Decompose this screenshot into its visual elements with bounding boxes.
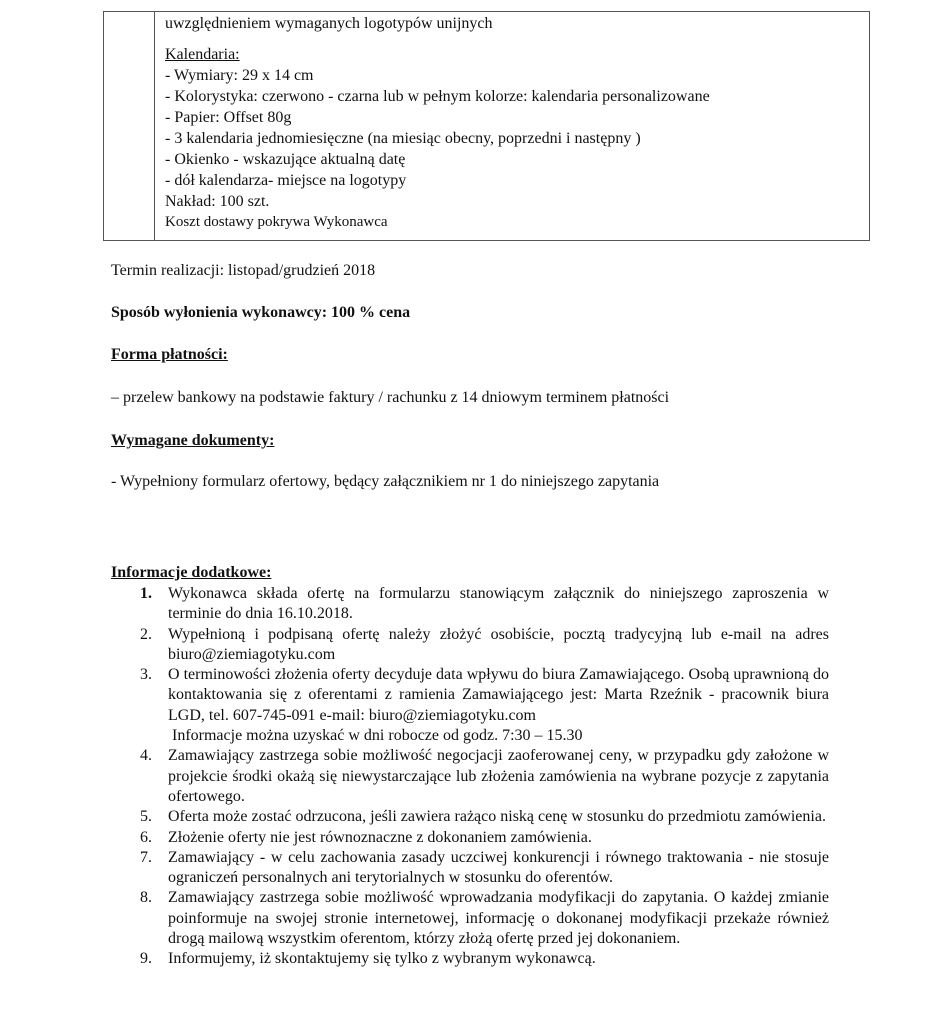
payment-form-text: – przelew bankowy na podstawie faktury / rachunku z 14 dniowym terminem płatności [111,389,670,406]
list-text: Wypełnioną i podpisaną ofertę należy złożyć osobiście, pocztą tradycyjną lub e-mail na adres biuro@ziemiagotyku.com [168,625,829,663]
list-text: Zamawiający - w celu zachowania zasady uczciwej konkurencji i równego traktowania - nie stosuje ograniczeń personalnych ani terytorialnych w stosunku do oferentów. [168,848,829,887]
list-item [140,949,829,969]
list-number: 7. [140,848,152,866]
list-number: 1. [140,585,152,602]
realization-term: Termin realizacji: listopad/grudzień 2018 [111,262,376,279]
list-number: 6. [140,828,152,846]
additional-info-list [140,584,829,970]
list-item [140,828,829,848]
payment-form-heading: Forma płatności: [111,346,228,363]
list-text-extra: Informacje można uzyskać w dni robocze od godz. 7:30 – 15.30 [168,727,583,745]
list-text: Oferta może zostać odrzucona, jeśli zawiera rażąco niską cenę w stosunku do przedmiotu zamówienia. [168,808,826,826]
list-number: 3. [140,666,152,684]
required-documents-heading: Wymagane dokumenty: [111,432,275,449]
calendar-item: - Okienko - wskazujące aktualną datę [165,151,406,168]
list-number: 8. [140,889,152,907]
list-item [140,665,829,746]
specification-table [103,11,870,241]
calendar-item: - Papier: Offset 80g [165,109,292,126]
list-item [140,584,829,625]
list-item [140,888,829,949]
list-item [140,807,829,827]
list-number: 5. [140,808,152,826]
list-text: Zamawiający zastrzega sobie możliwość wprowadzania modyfikacji do zapytania. O każdej zmianie poinformuje na swojej stronie internetowej, informację o dokonanej modyfikacji przekaże również drogą mailową wszystkim oferentom, którzy złożą ofertę przed jej dokonaniem. [168,889,829,948]
table-content-cell [165,12,863,233]
list-number: 2. [140,625,152,643]
calendar-item: - dół kalendarza- miejsce na logotypy [165,172,407,189]
list-item [140,625,829,666]
list-text: O terminowości złożenia oferty decyduje data wpływu do biura Zamawiającego. Osobą uprawnioną do kontaktowania się z oferentami z ramienia Zamawiającego jest: Marta Rzeźnik - pracownik biura LGD, tel. 607-745-091 e-mail: biuro@ziemiagotyku.com [168,666,829,724]
calendar-item: - 3 kalendaria jednomiesięczne (na miesiąc obecny, poprzedni i następny ) [165,130,641,147]
additional-info-heading: Informacje dodatkowe: [111,564,272,581]
list-text: Zamawiający zastrzega sobie możliwość negocjacji zaoferowanej ceny, w przypadku gdy założone w projekcie środki okażą się niewystarczające lub złożenia zamówienia na wybrane pozycje z zapytania ofertowego. [168,747,829,805]
calendar-item: - Kolorystyka: czerwono - czarna lub w pełnym kolorze: kalendaria personalizowane [165,88,710,105]
list-item [140,746,829,807]
calendar-item: - Wymiary: 29 x 14 cm [165,67,314,84]
list-item [140,848,829,889]
required-documents-text: - Wypełniony formularz ofertowy, będący załącznikiem nr 1 do niniejszego zapytania [111,473,660,490]
list-text: Informujemy, iż skontaktujemy się tylko z wybranym wykonawcą. [168,950,596,968]
table-first-line: uwzględnieniem wymaganych logotypów unijnych [165,15,493,32]
list-text: Złożenie oferty nie jest równoznaczne z dokonaniem zamówienia. [168,828,592,846]
delivery-cost-note: Koszt dostawy pokrywa Wykonawca [165,214,388,230]
calendar-heading: Kalendaria: [165,46,240,63]
list-number: 9. [140,950,152,968]
list-number: 4. [140,747,152,765]
calendar-quantity: Nakład: 100 szt. [165,193,270,210]
table-column-divider [154,12,155,240]
selection-method: Sposób wyłonienia wykonawcy: 100 % cena [111,304,411,321]
list-text: Wykonawca składa ofertę na formularzu stanowiącym załącznik do niniejszego zaproszenia w terminie do dnia 16.10.2018. [168,585,829,623]
